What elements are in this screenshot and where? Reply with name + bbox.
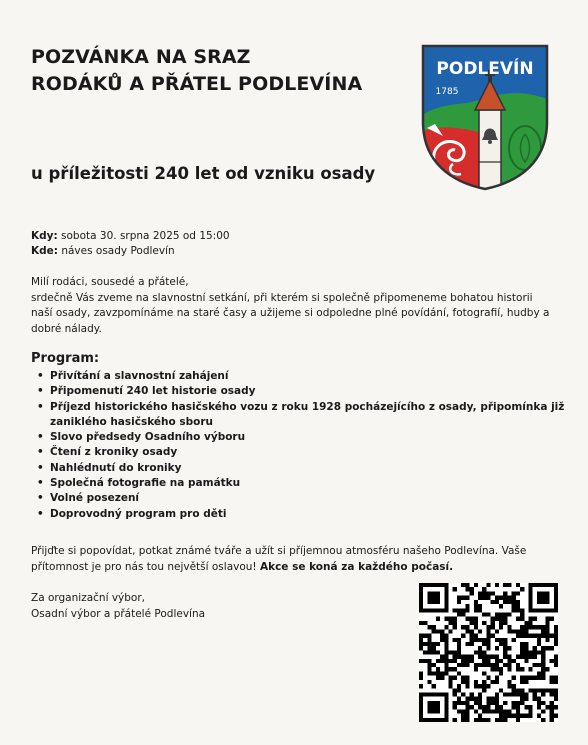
when-label: Kdy:	[31, 230, 58, 242]
coat-of-arms-name: PODLEVÍN	[436, 59, 534, 79]
program-item: • Doprovodný program pro děti	[50, 507, 570, 522]
event-where	[31, 244, 230, 259]
coat-of-arms-year: 1785	[435, 87, 459, 97]
invitation-subtitle: u příležitosti 240 let od vzniku osady	[31, 164, 376, 183]
greeting-salutation: Milí rodáci, sousedé a přátelé,	[31, 276, 189, 288]
program-item: • Přivítání a slavnostní zahájení	[50, 369, 570, 384]
title-line-2: RODÁKŮ A PŘÁTEL PODLEVÍNA	[31, 73, 363, 95]
qr-code-icon[interactable]	[419, 583, 558, 722]
coat-of-arms-icon	[421, 44, 549, 191]
program-item: • Čtení z kroniky osady	[50, 445, 570, 460]
greeting-body: srdečně Vás zveme na slavnostní setkání, při kterém si společně připomeneme bohatou historii naší osady, zavzpomínáme na staré časy a užijeme si odpoledne plné povídání, fotografií, hudby a dobré nálady.	[31, 291, 550, 335]
signature-line-2: Osadní výbor a přátelé Podlevína	[31, 607, 206, 620]
invitation-title	[31, 44, 401, 98]
program-list	[31, 369, 570, 522]
program-heading: Program:	[31, 351, 100, 366]
event-details	[31, 229, 230, 259]
program-item: • Příjezd historického hasičského vozu z roku 1928 pocházejícího z osady, připomínka již zaniklého hasičského sboru	[50, 400, 570, 431]
program-item: • Nahlédnutí do kroniky	[50, 461, 570, 476]
program-item: • Společná fotografie na památku	[50, 476, 570, 491]
signature	[31, 591, 205, 622]
where-label: Kde:	[31, 245, 58, 257]
closing-emphasis: Akce se koná za každého počasí.	[259, 560, 454, 573]
event-when	[31, 229, 230, 244]
program-item: • Slovo předsedy Osadního výboru	[50, 430, 570, 445]
program-item: • Připomenutí 240 let historie osady	[50, 384, 570, 399]
title-line-1: POZVÁNKA NA SRAZ	[31, 46, 251, 68]
when-value: sobota 30. srpna 2025 od 15:00	[57, 230, 230, 242]
where-value: náves osady Podlevín	[57, 245, 175, 257]
closing-text: Přijďte si popovídat, potkat známé tváře a užít si příjemnou atmosféru našeho Podlevína. Vaše přítomnost je pro nás tou největší oslavou!	[31, 545, 527, 573]
program-item: • Volné posezení	[50, 491, 570, 506]
signature-line-1: Za organizační výbor,	[31, 592, 145, 604]
greeting	[31, 275, 551, 337]
closing-paragraph	[31, 544, 551, 575]
